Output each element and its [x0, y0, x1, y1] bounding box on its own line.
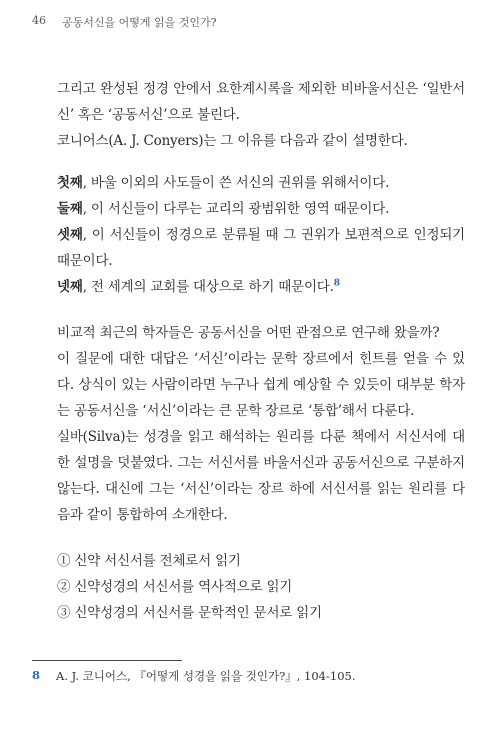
reason-label: 첫째	[57, 175, 83, 191]
footnote-number: 8	[32, 668, 41, 682]
reason-label: 둘째	[57, 201, 83, 217]
paragraph-3: 비교적 최근의 학자들은 공동서신을 어떤 관점으로 연구해 왔을까?	[57, 325, 440, 341]
paragraph-5: 실바(Silva)는 성경을 읽고 해석하는 원리를 다룬 책에서 서신서에 대한 설명을 덧붙였다. 그는 서신서를 바울서신과 공동서신으로 구분하지 않는다. 대신에 그는 ‘서신’이라는 장르 하에 서신서를 읽는 원리를 다음과 같이 통합하여 소개한다.	[57, 429, 465, 523]
list-item: ② 신약성경의 서신서를 역사적으로 읽기	[57, 579, 293, 595]
reason-text: , 이 서신들이 다루는 교리의 광범위한 영역 때문이다.	[82, 201, 390, 217]
paragraph-2: 코니어스(A. J. Conyers)는 그 이유를 다음과 같이 설명한다.	[57, 133, 408, 149]
running-title: 공동서신을 어떻게 읽을 것인가?	[62, 16, 217, 29]
footnote	[32, 668, 356, 684]
reason-2	[57, 196, 465, 222]
reason-1	[57, 170, 465, 196]
reason-label: 셋째	[57, 227, 83, 243]
list-item: ③ 신약성경의 서신서를 문학적인 문서로 읽기	[57, 605, 322, 621]
list-item: ① 신약 서신서를 전체로서 읽기	[57, 553, 241, 569]
reason-text: , 전 세계의 교회를 대상으로 하기 때문이다.	[82, 279, 334, 295]
reason-4	[57, 274, 465, 300]
reason-text: , 바울 이외의 사도들이 쓴 서신의 권위를 위해서이다.	[82, 175, 390, 191]
reason-label: 넷째	[57, 279, 83, 295]
body-text	[57, 76, 465, 626]
paragraph-4: 이 질문에 대한 대답은 ‘서신’이라는 문학 장르에서 힌트를 얻을 수 있다. 상식이 있는 사람이라면 누구나 쉽게 예상할 수 있듯이 대부분 학자는 공동서신을 ‘서신’이라는 큰 문학 장르로 ‘통합’해서 다룬다.	[57, 351, 465, 419]
running-header	[32, 14, 217, 30]
reason-3	[57, 222, 465, 274]
footnote-ref[interactable]: 8	[333, 278, 340, 289]
page-number: 46	[32, 14, 46, 27]
paragraph-1: 그리고 완성된 정경 안에서 요한계시록을 제외한 비바울서신은 ‘일반서신’ 혹은 ‘공동서신’으로 불린다.	[57, 81, 465, 123]
footnote-divider	[32, 660, 182, 661]
footnote-text: A. J. 코니어스, 『어떻게 성경을 읽을 것인가?』, 104-105.	[56, 669, 356, 683]
reason-text: , 이 서신들이 정경으로 분류될 때 그 권위가 보편적으로 인정되기 때문이다.	[57, 227, 465, 269]
